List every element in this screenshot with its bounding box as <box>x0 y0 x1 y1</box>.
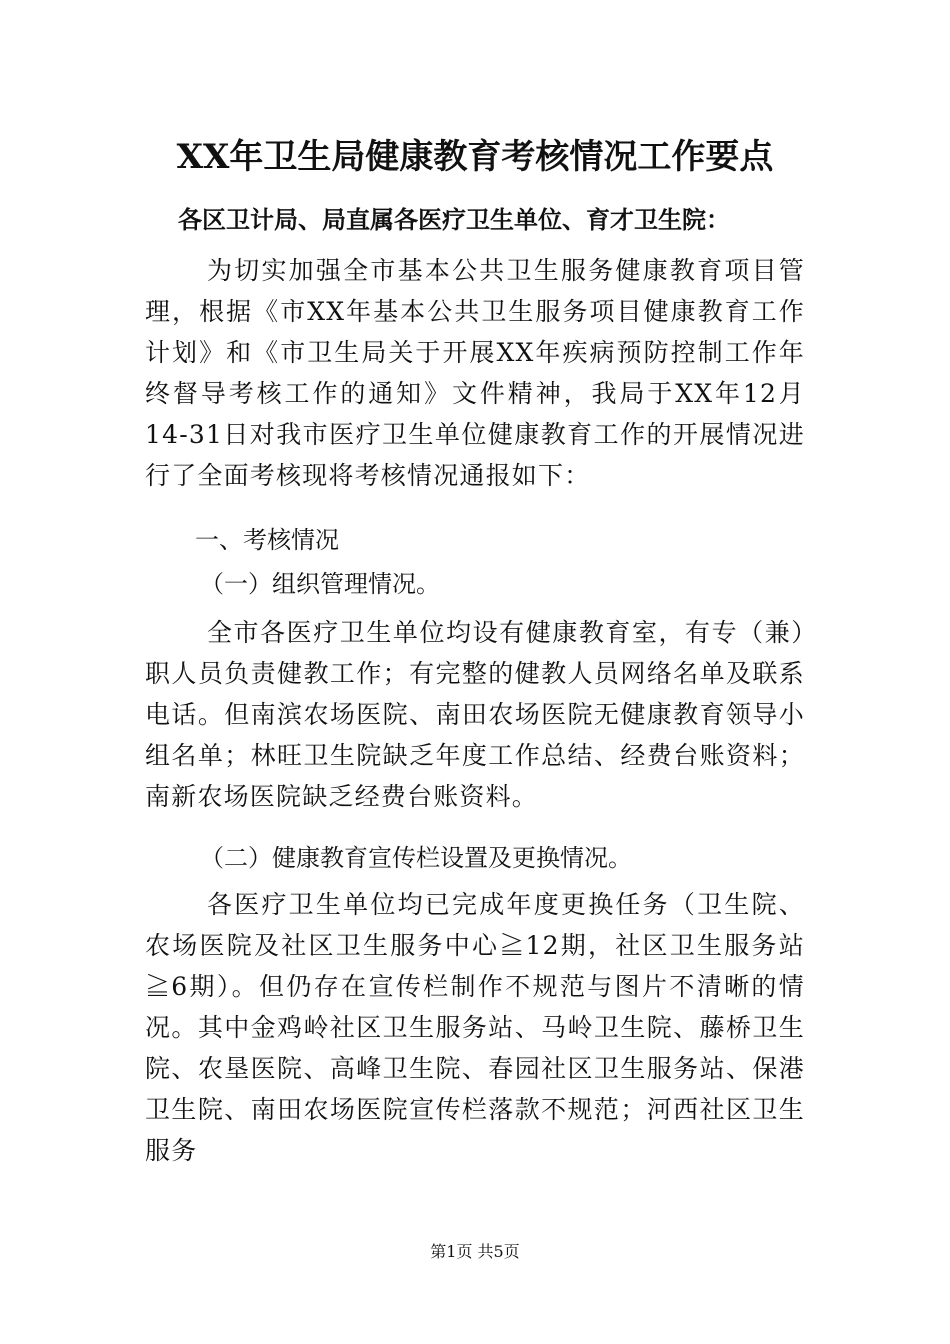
document-title: XX年卫生局健康教育考核情况工作要点 <box>176 137 774 177</box>
section-heading-assessment: 一、考核情况 <box>195 526 339 554</box>
page-footer: 第1页 共5页 <box>430 1242 520 1261</box>
subsection-heading-bulletin-board: （二）健康教育宣传栏设置及更换情况。 <box>200 844 632 872</box>
intro-paragraph: 为切实加强全市基本公共卫生服务健康教育项目管理，根据《市XX年基本公共卫生服务项目健康教育工作计划》和《市卫生局关于开展XX年疾病预防控制工作年终督导考核工作的通知》文件精神，我局于XX年12月14-31日对我市医疗卫生单位健康教育工作的开展情况进行了全面考核现将考核情况通报如下： <box>145 256 805 490</box>
bulletin-board-paragraph: 各医疗卫生单位均已完成年度更换任务（卫生院、农场医院及社区卫生服务中心≧12期，社区卫生服务站≧6期）。但仍存在宣传栏制作不规范与图片不清晰的情况。其中金鸡岭社区卫生服务站、马岭卫生院、藤桥卫生院、农垦医院、高峰卫生院、春园社区卫生服务站、保港卫生院、南田农场医院宣传栏落款不规范；河西社区卫生服务 <box>145 890 805 1165</box>
organization-paragraph: 全市各医疗卫生单位均设有健康教育室，有专（兼）职人员负责健教工作；有完整的健教人员网络名单及联系电话。但南滨农场医院、南田农场医院无健康教育领导小组名单；林旺卫生院缺乏年度工作总结、经费台账资料；南新农场医院缺乏经费台账资料。 <box>145 618 805 811</box>
addressee-line: 各区卫计局、局直属各医疗卫生单位、育才卫生院： <box>178 205 730 234</box>
subsection-heading-organization: （一）组织管理情况。 <box>200 570 440 598</box>
